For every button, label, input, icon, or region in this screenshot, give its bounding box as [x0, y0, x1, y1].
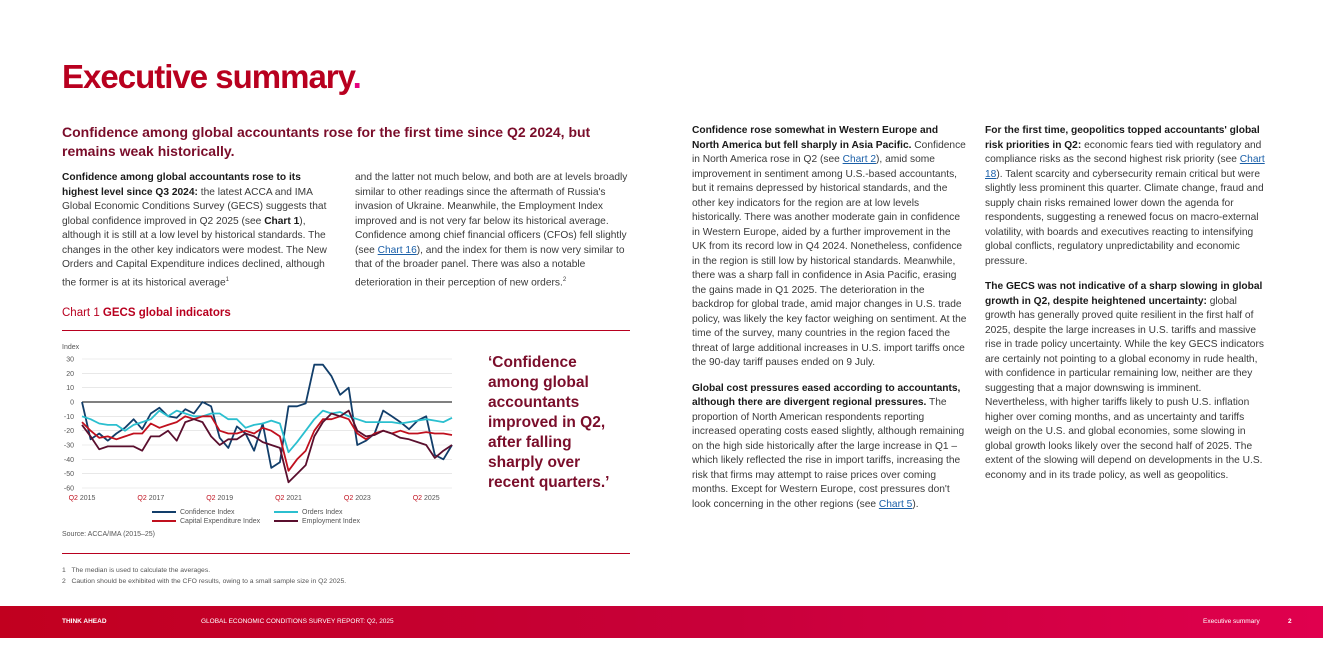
y-tick-label: 20 [66, 370, 74, 378]
chart-16-link[interactable]: Chart 16 [377, 244, 417, 256]
pull-quote: ‘Confidence among global accountants improved in Q2, after falling sharply over recent quarters.’ [488, 354, 610, 491]
north-america-europe-paragraph: Confidence rose somewhat in Western Europe and North America but fell sharply in Asia Pacific. Confidence in North America rose in Q2 (see Chart 2), amid some improvement in sentiment among U.S.-based accountants, but it remains depressed by historical standards, and the other key indicators for the region are at low levels historically. There was another moderate gain in confidence in Western Europe, aided by a further improvement in the UK from its record low in Q4 2024. Nonetheless, confidence in the region is still low by historical standards. Meanwhile, there was a sharp fall in confidence in Asia Pacific, erasing the gains made in Q1 2025. The deterioration in the backdrop for global trade, amid major changes in U.S. trade policy, was likely the key factor weighing on sentiment. At the time of the survey, many countries in the region faced the threat of large additional increases in U.S. import tariffs once the 90-day tariff pauses ended on 9 July. [692, 125, 967, 368]
legend-swatch-employment [274, 520, 298, 522]
x-tick-label: Q2 2015 [68, 495, 96, 502]
column-3 [692, 124, 967, 523]
chart-legend [152, 509, 372, 529]
column-4 [985, 124, 1265, 494]
global-growth-paragraph: The GECS was not indicative of a sharp slowing in global growth in Q2, despite heightened uncertainty: global growth has generally proved quite resilient in the first half of 2025, despite the large increases in U.S. tariffs and massive rise in trade policy uncertainty. While the key GECS indicators are certainly not pointing to a global economy in rude health, with confidence in particular remaining low, neither are they suggesting that a major downswing is imminent. Nevertheless, with higher tariffs likely to push U.S. inflation higher over coming months, and as uncertainty and tariffs weigh on the U.S. and global economies, some slowing in global growth looks likely over the second half of 2025. The extent of the slowing will depend on developments in the U.S. economy and in its trade policy, as well as geopolitics. [985, 281, 1264, 481]
legend-confidence: Confidence Index [152, 509, 234, 516]
x-tick-label: Q2 2023 [343, 495, 371, 502]
page-footer [0, 606, 1323, 638]
y-tick-label: -20 [63, 428, 74, 436]
legend-orders: Orders Index [274, 509, 342, 516]
legend-swatch-orders [274, 511, 298, 513]
chart-axis-labels [64, 357, 440, 503]
chart-caption: Chart 1 GECS global indicators [62, 307, 231, 319]
x-tick-label: Q2 2025 [412, 495, 440, 502]
legend-capex: Capital Expenditure Index [152, 518, 260, 525]
y-tick-label: -60 [63, 485, 74, 493]
footer-brand: THINK AHEAD [62, 618, 107, 625]
geopolitics-paragraph: For the first time, geopolitics topped accountants' global risk priorities in Q2: economic fears tied with regulatory and compliance risks as the second highest risk priority (see Chart 18). Talent scarcity and cybersecurity remain critical but were slightly less prominent this quarter. Climate change, fraud and supply chain risks remained lower down the agenda for respondents, suggesting a renewed focus on macro-external volatility, with boards and executives reacting to intensifying global conflicts, regulatory unpredictability and economic pressure. [985, 125, 1265, 267]
chart-18-link[interactable]: Chart 18 [985, 154, 1265, 180]
footer-report-title: GLOBAL ECONOMIC CONDITIONS SURVEY REPORT: Q2, 2025 [201, 618, 394, 625]
y-tick-label: 10 [66, 385, 74, 393]
footnote-ref-1: 1 [225, 276, 229, 283]
footer-section: Executive summary [1203, 618, 1260, 625]
footnote-2: 2 Caution should be exhibited with the CFO results, owing to a small sample size in Q2 2025. [62, 578, 347, 585]
y-tick-label: -40 [63, 456, 74, 464]
col1-text: the latest ACCA and IMA Global Economic Conditions Survey (GECS) suggests that global confidence improved in Q2 2025 (see [62, 186, 327, 227]
footnote-ref-2: 2 [562, 276, 567, 283]
chart-5-link[interactable]: Chart 5 [878, 498, 913, 510]
intro-column-2 [355, 171, 630, 290]
col3-p2-lead: Global cost pressures eased according to accountants, although there are divergent regional pressures. [692, 382, 961, 408]
col4-p1-lead: For the first time, geopolitics topped accountants' global risk priorities in Q2: [985, 125, 1260, 151]
y-tick-label: -30 [63, 442, 74, 450]
y-tick-label: 30 [66, 356, 74, 364]
chart-bottom-rule [62, 553, 630, 554]
y-tick-label: 0 [70, 399, 74, 407]
chart-top-rule [62, 330, 630, 331]
y-tick-label: -10 [63, 413, 74, 421]
col3-p1-lead: Confidence rose somewhat in Western Europe and North America but fell sharply in Asia Pacific. [692, 125, 939, 151]
legend-employment: Employment Index [274, 518, 360, 525]
footnote-1: 1 The median is used to calculate the averages. [62, 567, 211, 574]
chart-y-label: Index [62, 344, 80, 351]
intro-column-1 [62, 171, 337, 290]
col4-p2-lead: The GECS was not indicative of a sharp slowing in global growth in Q2, despite heightened uncertainty: [985, 281, 1263, 307]
footer-page-number: 2 [1288, 618, 1292, 625]
page-subheading: Confidence among global accountants rose for the first time since Q2 2024, but remains weak historically. [62, 124, 591, 159]
chart-source: Source: ACCA/IMA (2015–25) [62, 531, 155, 538]
col1-lead: Confidence among global accountants rose to its highest level since Q3 2024: [62, 172, 301, 198]
legend-swatch-confidence [152, 511, 176, 513]
chart-2-link[interactable]: Chart 2 [842, 154, 877, 165]
col2-text: and the latter not much below, and both are at levels broadly similar to other readings since the aftermath of Russia's invasion of Ukraine. Meanwhile, the Employment Index improved and is not very far below its historical average. Confidence among chief financial officers (CFOs) fell slightly (see [355, 172, 628, 256]
col2-text-2: ), and the index for them is now very similar to that of the broader panel. There was also a notable deterioration in their perception of new orders. [355, 244, 625, 288]
x-tick-label: Q2 2021 [275, 495, 302, 502]
legend-swatch-capex [152, 520, 176, 522]
y-tick-label: -50 [63, 471, 74, 479]
page-title: Executive summary. [62, 58, 361, 95]
cost-pressures-paragraph: Global cost pressures eased according to accountants, although there are divergent regional pressures. The proportion of North American respondents reporting increased operating costs eased slightly, although remaining on the high side historically after the large increase in Q1 – which likely reflected the rise in import tariffs, increasing the risk that firms may attempt to raise prices over coming months. Except for Western Europe, cost pressures don't look concerning in the other regions (see Chart 5). [692, 382, 965, 510]
col1-text-2: ), although it is still at a low level by historical standards. The changes in the other key indicators were modest. The New Orders and Capital Expenditure indices declined, although the former is at its historical average [62, 215, 327, 288]
x-tick-label: Q2 2019 [206, 495, 234, 502]
x-tick-label: Q2 2017 [137, 495, 165, 502]
chart-1-reference: Chart 1 [264, 215, 300, 227]
chart-series [82, 365, 452, 483]
gecs-line-chart [60, 340, 460, 505]
